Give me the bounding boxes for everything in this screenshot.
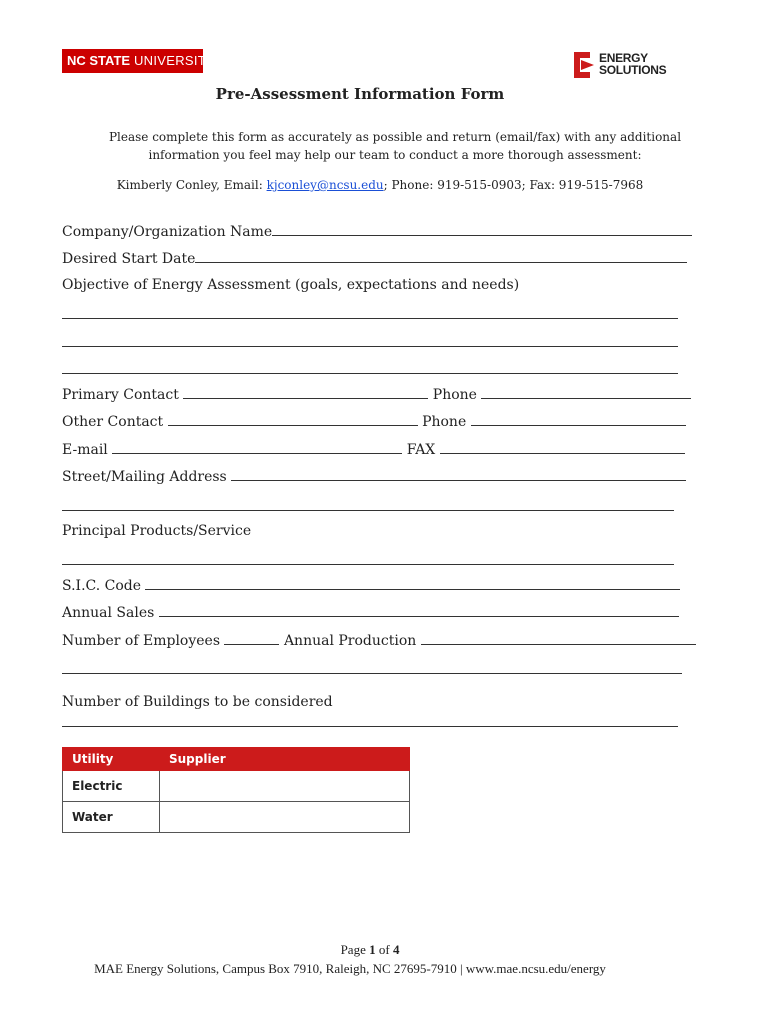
contact-prefix: Kimberly Conley, Email: [116, 178, 267, 192]
other-contact-label: Other Contact [62, 414, 164, 430]
annual-sales-input[interactable] [159, 604, 679, 617]
fax-input[interactable] [440, 441, 685, 454]
address-label: Street/Mailing Address [62, 469, 227, 485]
intro-line-1: Please complete this form as accurately as possible and return (email/fax) with any additional [108, 130, 682, 144]
table-row [63, 802, 410, 833]
email-input[interactable] [112, 441, 402, 454]
other-phone-label: Phone [422, 414, 467, 430]
buildings-input-line[interactable] [62, 726, 678, 727]
annual-sales-row [62, 604, 679, 621]
intro-text [70, 128, 720, 164]
page-prefix: Page [340, 942, 370, 957]
contact-suffix: ; Phone: 919-515-0903; Fax: 919-515-7968 [383, 178, 644, 192]
ncsu-logo-rest: UNIVERSITY [130, 53, 216, 68]
section-divider [62, 673, 682, 674]
products-label: Principal Products/Service [62, 523, 252, 539]
address-input-line-2[interactable] [62, 510, 674, 511]
fax-label: FAX [406, 442, 436, 458]
company-row [62, 223, 692, 240]
table-row [63, 771, 410, 802]
page-title: Pre-Assessment Information Form [215, 85, 505, 103]
primary-phone-input[interactable] [481, 386, 691, 399]
utility-table [62, 747, 410, 833]
contact-email-link[interactable]: kjconley@ncsu.edu [266, 178, 384, 192]
intro-line-2: information you feel may help our team to conduct a more thorough assessment: [148, 148, 642, 162]
primary-contact-label: Primary Contact [62, 387, 179, 403]
primary-phone-label: Phone [432, 387, 477, 403]
buildings-label: Number of Buildings to be considered [62, 694, 333, 710]
address-input[interactable] [231, 468, 686, 481]
utility-column-header: Utility [63, 748, 160, 771]
start-date-row [62, 250, 687, 267]
other-contact-input[interactable] [168, 413, 418, 426]
objective-input-line-3[interactable] [62, 373, 678, 374]
annual-sales-label: Annual Sales [62, 605, 155, 621]
objective-input-line-2[interactable] [62, 346, 678, 347]
es-logo-line2: SOLUTIONS [599, 63, 667, 77]
employees-row [62, 632, 696, 649]
energy-solutions-logo [574, 52, 674, 78]
utility-cell-electric: Electric [63, 771, 160, 802]
es-logo-line1: ENERGY [599, 51, 648, 65]
page-of: of [375, 942, 393, 957]
objective-input-line-1[interactable] [62, 318, 678, 319]
email-label: E-mail [62, 442, 108, 458]
other-phone-input[interactable] [471, 413, 686, 426]
primary-contact-input[interactable] [183, 386, 428, 399]
email-row [62, 441, 685, 458]
other-contact-row [62, 413, 686, 430]
sic-row [62, 577, 680, 594]
supplier-column-header: Supplier [160, 748, 410, 771]
annual-production-label: Annual Production [283, 633, 417, 649]
ncsu-logo [62, 49, 216, 73]
utility-table-header-row [63, 748, 410, 771]
page-number [0, 942, 740, 958]
address-row [62, 468, 686, 485]
start-date-label: Desired Start Date [62, 251, 196, 267]
company-input[interactable] [272, 223, 692, 236]
ncsu-logo-bold: NC STATE [67, 53, 131, 68]
products-input-line[interactable] [62, 564, 674, 565]
page-total: 4 [392, 942, 400, 957]
sic-label: S.I.C. Code [62, 578, 142, 594]
employees-input[interactable] [224, 632, 279, 645]
supplier-cell-water[interactable] [160, 802, 410, 833]
objective-label: Objective of Energy Assessment (goals, expectations and needs) [62, 277, 520, 293]
annual-production-input[interactable] [421, 632, 696, 645]
start-date-input[interactable] [195, 250, 687, 263]
energy-solutions-mark-icon [574, 52, 596, 78]
page-current: 1 [369, 942, 376, 957]
energy-solutions-text [599, 52, 666, 76]
contact-line [40, 178, 720, 192]
employees-label: Number of Employees [62, 633, 221, 649]
supplier-cell-electric[interactable] [160, 771, 410, 802]
footer-address: MAE Energy Solutions, Campus Box 7910, Raleigh, NC 27695-7910 | www.mae.ncsu.edu/energy [94, 961, 606, 976]
primary-contact-row [62, 386, 691, 403]
sic-input[interactable] [145, 577, 680, 590]
company-label: Company/Organization Name [62, 224, 273, 240]
utility-cell-water: Water [63, 802, 160, 833]
